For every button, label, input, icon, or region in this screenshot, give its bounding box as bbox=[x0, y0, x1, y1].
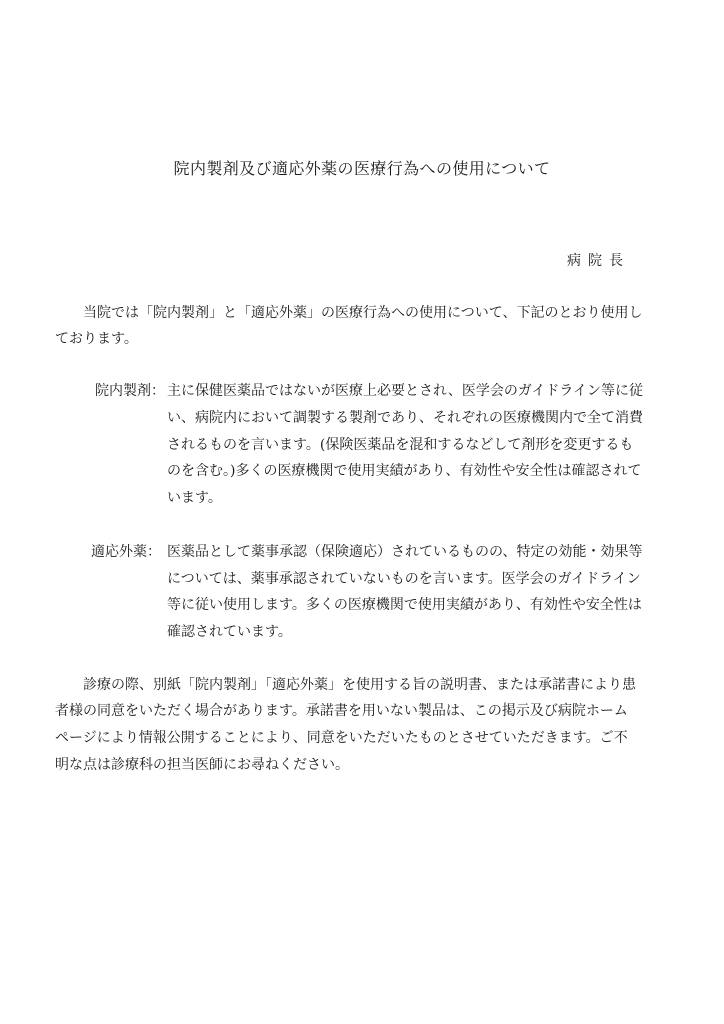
definition-line: 主に保健医薬品ではないが医療上必要とされ、医学会のガイドライン等に従 bbox=[167, 383, 643, 399]
definition-line: い、病院内において調製する製剤であり、それぞれの医療機関内で全て消費 bbox=[167, 410, 643, 426]
closing-line: ページにより情報公開することにより、同意をいただいたものとさせていただきます。ご不 bbox=[55, 730, 628, 746]
definition-line: については、薬事承認されていないものを言います。医学会のガイドライン bbox=[167, 571, 641, 587]
closing-line: 診療の際、別紙「院内製剤」「適応外薬」を使用する旨の説明書、または承諾書により患 bbox=[83, 677, 636, 693]
definition-line: のを含む。)多くの医療機関で使用実績があり、有効性や安全性は確認されて bbox=[167, 463, 642, 479]
definition-term-in-hospital-preparation: 院内製剤： bbox=[95, 383, 165, 399]
definition-line: 医薬品として薬事承認（保険適応）されているものの、特定の効能・効果等 bbox=[167, 544, 643, 560]
intro-line: ております。 bbox=[55, 331, 138, 347]
closing-line: 明な点は診療科の担当医師にお尋ねください。 bbox=[55, 757, 349, 773]
definition-line: います。 bbox=[167, 490, 222, 506]
definition-line: 等に従い使用します。多くの医療機関で使用実績があり、有効性や安全性は bbox=[167, 597, 642, 613]
document-title: 院内製剤及び適応外薬の医療行為への使用について bbox=[173, 159, 551, 178]
definition-term-off-label-drug: 適応外薬： bbox=[91, 544, 161, 560]
document-author: 病院長 bbox=[567, 253, 630, 269]
closing-line: 者様の同意をいただく場合があります。承諾書を用いない製品は、この掲示及び病院ホーム bbox=[55, 703, 628, 719]
definition-line: されるものを言います。(保険医薬品を混和するなどして剤形を変更するも bbox=[167, 437, 634, 453]
definition-line: 確認されています。 bbox=[167, 624, 292, 640]
intro-line: 当院では「院内製剤」と「適応外薬」の医療行為への使用について、下記のとおり使用し bbox=[83, 305, 643, 321]
